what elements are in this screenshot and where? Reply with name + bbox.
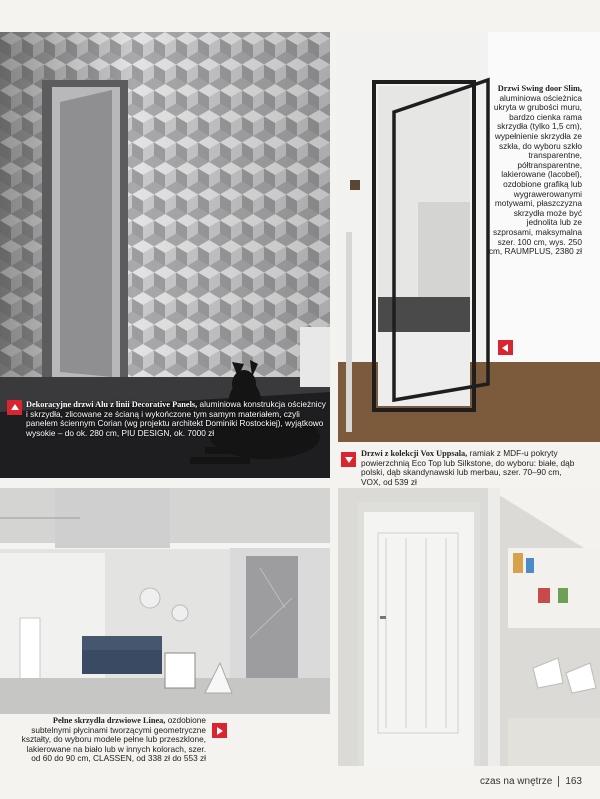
caption-marker-arrow-up-icon — [7, 400, 22, 415]
magazine-name: czas na wnętrze — [480, 776, 553, 788]
caption-title: Dekoracyjne drzwi Alu z linii Decorative Panels, — [26, 400, 198, 409]
caption-body: aluminiowa ościeżnica ukryta w grubości muru, bardzo cienka rama skrzydła (tylko 1,5 cm), wypełnienie skrzydła ze szkła, do wyboru szkło transparentne, półtransparentne, lakierowane (lacobel), ozdobione grafiką lub wygrawerowanymi motywami, płaszczyzna skrzydła może być jednolita lub ze szprosami, maksymalna szer. 100 cm, wys. 250 cm, RAUMPLUS, 2380 zł — [488, 92, 582, 257]
caption-linea — [16, 716, 206, 764]
caption-title: Pełne skrzydła drzwiowe Linea, — [52, 716, 166, 725]
caption-body: aluminiowa konstrukcja ościeżnicy i skrzydła, zlicowane ze ścianą i wykończone tym samym materiałem, czyli panelem ściennym Corian (wg projektu architekt Dominiki Rostockiej), wyjątkowo wysokie – do ok. 280 cm, PIU DESIGN, ok. 7000 zł — [26, 399, 326, 438]
footer-divider — [558, 776, 559, 787]
vox-door-scene — [338, 488, 600, 766]
caption-marker-arrow-left-icon — [498, 340, 513, 355]
caption-vox-uppsala — [361, 449, 576, 487]
photo-linea-door — [0, 488, 330, 714]
caption-swing-door — [486, 84, 582, 257]
page-footer — [480, 776, 582, 787]
caption-marker-arrow-down-icon — [341, 452, 356, 467]
caption-body: ramiak z MDF-u pokryty powierzchnią Eco Top lub Silkstone, do wyboru: białe, dąb polski, dąb skandynawski lub merbau, szer. 70–90 cm, VOX, od 539 zł — [361, 448, 575, 487]
caption-decorative-panels — [26, 400, 326, 438]
caption-title: Drzwi Swing door Slim, — [497, 84, 582, 93]
caption-title: Drzwi z kolekcji Vox Uppsala, — [361, 449, 468, 458]
caption-body: ozdobione subtelnymi płycinami tworzącymi geometryczne kształty, do wyboru modele pełne lub przeszklone, lakierowane na biało lub w innych kolorach, szer. od 60 do 90 cm, CLASSEN, od 338 zł do 553 zł — [21, 715, 206, 764]
linea-door-scene — [0, 488, 330, 714]
photo-vox-door — [338, 488, 600, 766]
caption-marker-arrow-right-icon — [212, 723, 227, 738]
page-number: 163 — [565, 776, 582, 788]
